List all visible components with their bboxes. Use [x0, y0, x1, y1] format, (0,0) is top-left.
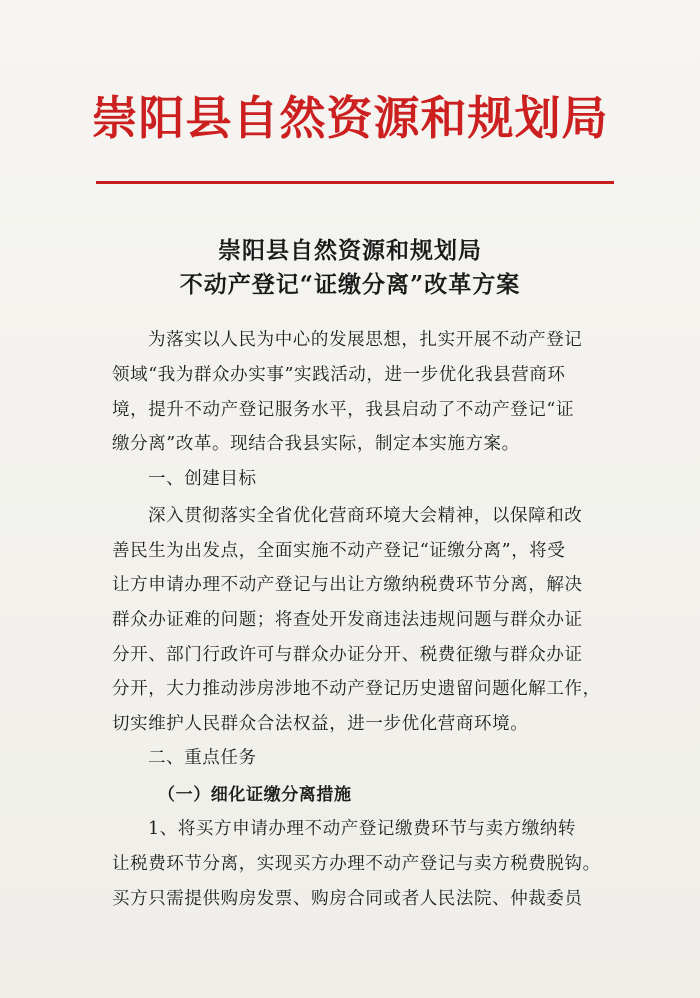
paragraph-line: 让方申请办理不动产登记与出让方缴纳税费环节分离，解决 [112, 575, 583, 595]
paragraph-line: 让税费环节分离，实现买方办理不动产登记与卖方税费脱钩。 [112, 854, 601, 874]
document-title-line-1: 崇阳县自然资源和规划局 [218, 237, 482, 264]
paragraph-line: 为落实以人民为中心的发展思想，扎实开展不动产登记 [148, 330, 583, 350]
section-heading: 一、创建目标 [148, 469, 257, 489]
red-divider-line [96, 181, 614, 184]
document-title-line-2: 不动产登记“证缴分离”改革方案 [179, 271, 521, 298]
paragraph-line: 分开、部门行政许可与群众办证分开、税费征缴与群众办证 [112, 645, 583, 665]
paragraph-line: 缴分离”改革。现结合我县实际，制定本实施方案。 [112, 434, 520, 454]
paragraph-line: 境，提升不动产登记服务水平，我县启动了不动产登记“证 [112, 400, 575, 420]
paragraph-line: 领域“我为群众办实事”实践活动，进一步优化我县营商环 [112, 365, 566, 385]
subsection-heading: （一）细化证缴分离措施 [158, 785, 352, 805]
paragraph-line: 切实维护人民群众合法权益，进一步优化营商环境。 [112, 714, 529, 734]
agency-letterhead: 崇阳县自然资源和规划局 [91, 91, 609, 145]
paragraph-line: 善民生为出发点，全面实施不动产登记“证缴分离”，将受 [112, 541, 566, 561]
paragraph-line: 深入贯彻落实全省优化营商环境大会精神，以保障和改 [148, 506, 583, 526]
paragraph-line: 1、将买方申请办理不动产登记缴费环节与卖方缴纳转 [148, 819, 577, 839]
paragraph-line: 群众办证难的问题；将查处开发商违法违规问题与群众办证 [112, 610, 583, 630]
section-heading: 二、重点任务 [148, 748, 257, 768]
paragraph-line: 买方只需提供购房发票、购房合同或者人民法院、仲裁委员 [112, 889, 583, 909]
paragraph-line: 分开，大力推动涉房涉地不动产登记历史遗留问题化解工作， [112, 679, 601, 699]
